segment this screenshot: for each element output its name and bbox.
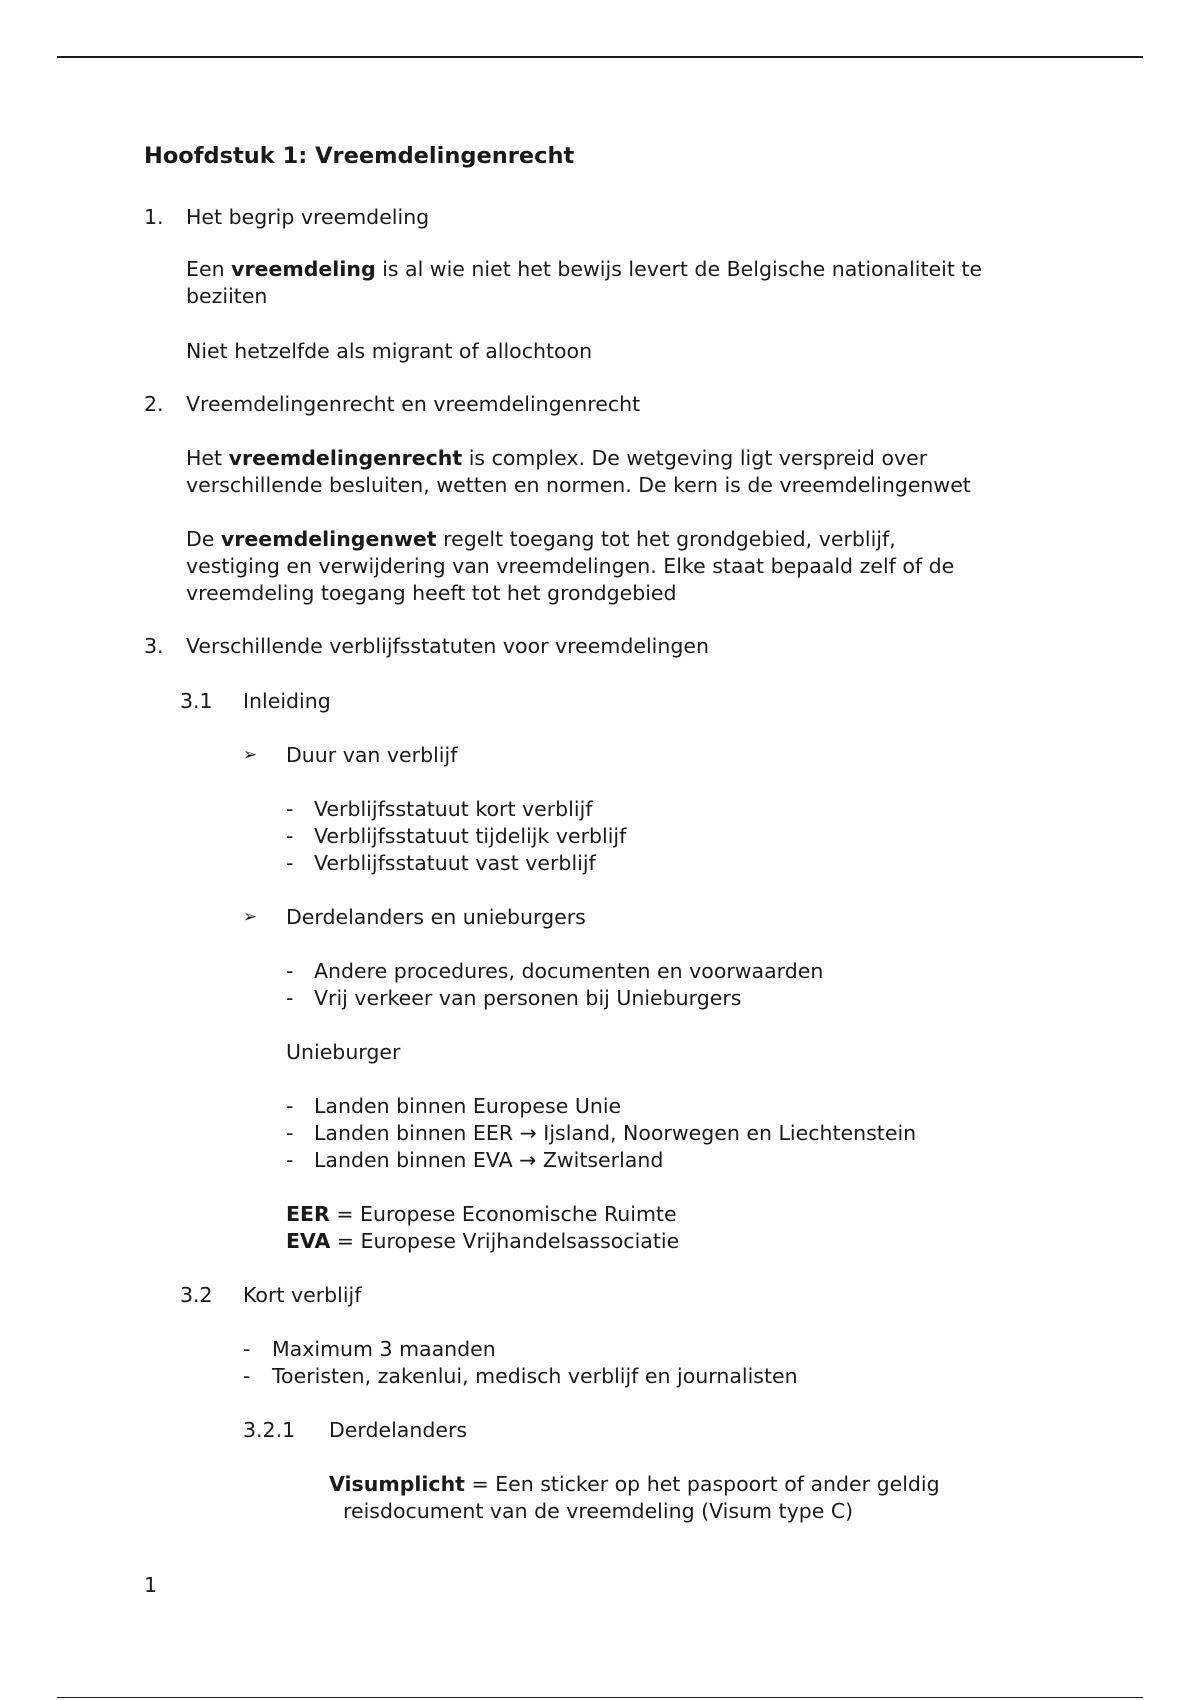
section-1-title: Het begrip vreemdeling xyxy=(186,205,430,229)
eva-definition: EVA = Europese Vrijhandelsassociatie xyxy=(286,1229,680,1253)
list-item: Toeristen, zakenlui, medisch verblijf en journalisten xyxy=(272,1364,798,1388)
page-number: 1 xyxy=(144,1573,158,1597)
dash-bullet: - xyxy=(286,851,294,875)
subsection-3-2-number: 3.2 xyxy=(180,1283,213,1307)
section-2-paragraph-2-line-1: De vreemdelingenwet regelt toegang tot het grondgebied, verblijf, xyxy=(186,527,896,551)
arrow-bullet-icon: ➢ xyxy=(243,907,258,927)
list-item: Landen binnen Europese Unie xyxy=(314,1094,622,1118)
dash-bullet: - xyxy=(286,824,294,848)
section-1-paragraph-1-line-1: Een vreemdeling is al wie niet het bewijs levert de Belgische nationaliteit te xyxy=(186,257,983,281)
list-item: Verblijfsstatuut kort verblijf xyxy=(314,797,593,821)
section-3-title: Verschillende verblijfsstatuten voor vreemdelingen xyxy=(186,634,709,658)
dash-bullet: - xyxy=(286,797,294,821)
subsection-3-2-1-number: 3.2.1 xyxy=(243,1418,296,1442)
list-item: Landen binnen EER → Ijsland, Noorwegen en Liechtenstein xyxy=(314,1121,917,1145)
section-3-number: 3. xyxy=(144,634,164,658)
visumplicht-definition-line-2: reisdocument van de vreemdeling (Visum type C) xyxy=(343,1499,854,1523)
list-item: Maximum 3 maanden xyxy=(272,1337,496,1361)
section-1-paragraph-1-line-2: beziiten xyxy=(186,284,268,308)
visumplicht-definition-line-1: Visumplicht = Een sticker op het paspoort of ander geldig xyxy=(329,1472,940,1496)
dash-bullet: - xyxy=(286,959,294,983)
list-item: Verblijfsstatuut tijdelijk verblijf xyxy=(314,824,627,848)
list-item: Landen binnen EVA → Zwitserland xyxy=(314,1148,664,1172)
subsection-3-1-number: 3.1 xyxy=(180,689,213,713)
subsection-3-1-title: Inleiding xyxy=(243,689,331,713)
header-rule xyxy=(57,56,1143,58)
footer-rule xyxy=(57,1697,1143,1698)
subsection-3-2-1-title: Derdelanders xyxy=(329,1418,468,1442)
unieburger-label: Unieburger xyxy=(286,1040,401,1064)
dash-bullet: - xyxy=(243,1364,251,1388)
dash-bullet: - xyxy=(286,1121,294,1145)
dash-bullet: - xyxy=(286,1094,294,1118)
dash-bullet: - xyxy=(286,1148,294,1172)
arrow-bullet-icon: ➢ xyxy=(243,745,258,765)
subsection-3-2-title: Kort verblijf xyxy=(243,1283,362,1307)
section-2-paragraph-1-line-2: verschillende besluiten, wetten en normen. De kern is de vreemdelingenwet xyxy=(186,473,971,497)
section-1-paragraph-2: Niet hetzelfde als migrant of allochtoon xyxy=(186,339,593,363)
section-2-paragraph-1-line-1: Het vreemdelingenrecht is complex. De wetgeving ligt verspreid over xyxy=(186,446,928,470)
section-2-title: Vreemdelingenrecht en vreemdelingenrecht xyxy=(186,392,641,416)
dash-bullet: - xyxy=(243,1337,251,1361)
list-item: Andere procedures, documenten en voorwaarden xyxy=(314,959,824,983)
section-2-paragraph-2-line-2: vestiging en verwijdering van vreemdelingen. Elke staat bepaald zelf of de xyxy=(186,554,955,578)
eer-definition: EER = Europese Economische Ruimte xyxy=(286,1202,677,1226)
bullet-duur-van-verblijf: Duur van verblijf xyxy=(286,743,458,767)
section-2-paragraph-2-line-3: vreemdeling toegang heeft tot het grondgebied xyxy=(186,581,677,605)
section-2-number: 2. xyxy=(144,392,164,416)
section-1-number: 1. xyxy=(144,205,164,229)
chapter-heading: Hoofdstuk 1: Vreemdelingenrecht xyxy=(144,143,575,169)
list-item: Verblijfsstatuut vast verblijf xyxy=(314,851,596,875)
bullet-derdelanders-en-unieburgers: Derdelanders en unieburgers xyxy=(286,905,586,929)
dash-bullet: - xyxy=(286,986,294,1010)
list-item: Vrij verkeer van personen bij Unieburgers xyxy=(314,986,742,1010)
